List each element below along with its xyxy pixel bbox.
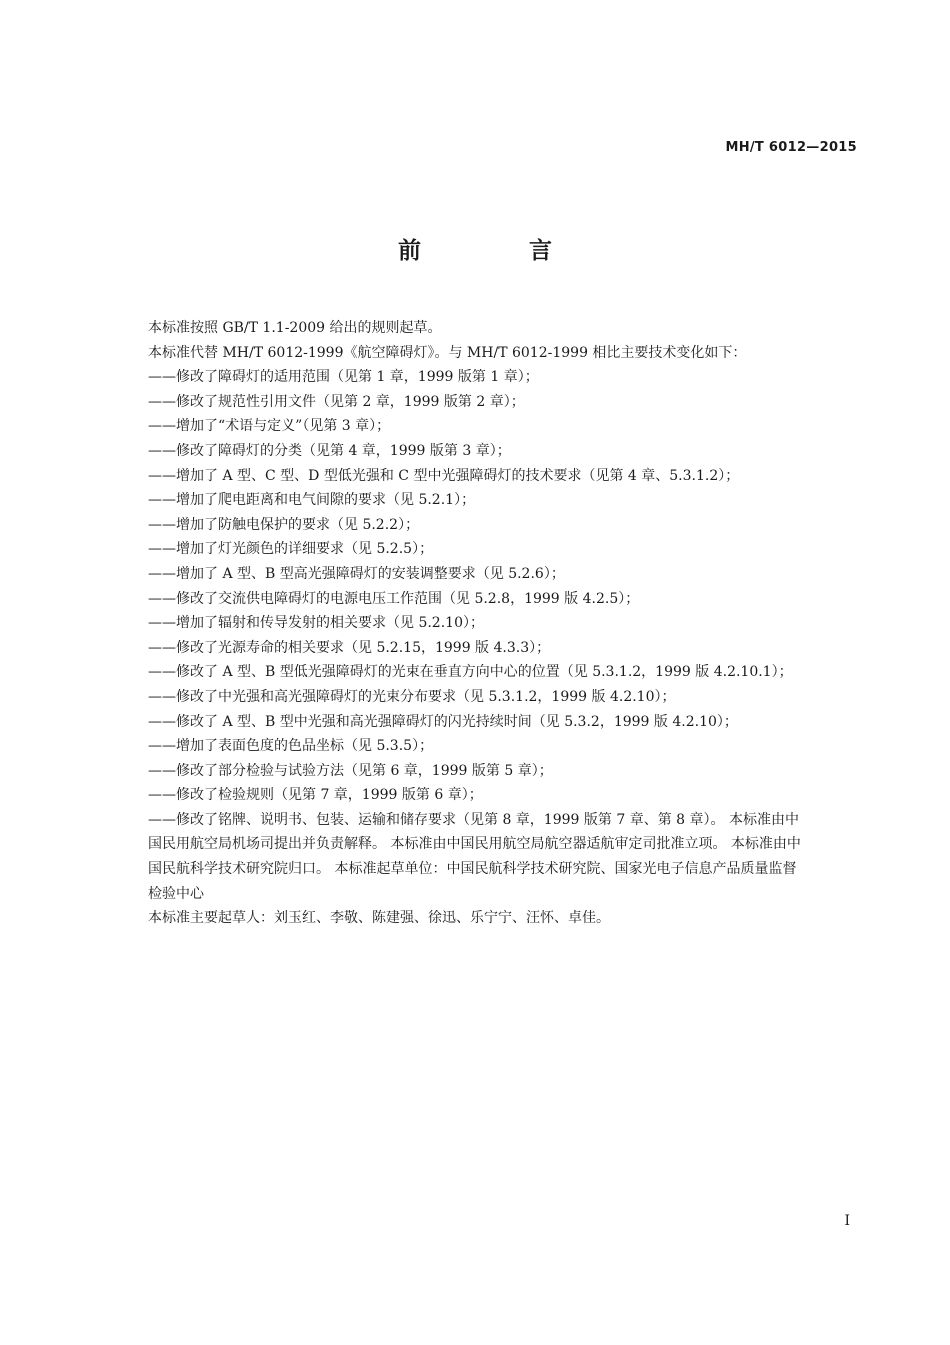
change-item: ——修改了规范性引用文件（见第 2 章，1999 版第 2 章）；	[148, 393, 525, 410]
change-item: ——增加了 A 型、B 型高光强障碍灯的安装调整要求（见 5.2.6）；	[148, 565, 565, 582]
page-title: 前 言	[397, 238, 602, 264]
change-item: ——增加了辐射和传导发射的相关要求（见 5.2.10）；	[148, 615, 484, 632]
closing-paragraph: ——修改了铭牌、说明书、包装、运输和储存要求（见第 8 章，1999 版第 7 章、第 8 章）。 本标准由中国民用航空局机场司提出并负责解释。 本标准由中国民用航空局航空器适航审定司批准立项。 本标准由中国民航科学技术研究院归口。 本标准起草单位：中国民航科学技术研究院、国家光电子信息产品质量监督检验中心	[148, 811, 801, 902]
change-item: ——增加了 A 型、C 型、D 型低光强和 C 型中光强障碍灯的技术要求（见第 4 章、5.3.1.2）；	[148, 467, 740, 484]
drafters-line: 本标准主要起草人：刘玉红、李敬、陈建强、徐迅、乐宁宁、汪怀、卓佳。	[148, 910, 610, 927]
change-item: ——增加了防触电保护的要求（见 5.2.2）；	[148, 516, 420, 533]
change-item: ——修改了中光强和高光强障碍灯的光束分布要求（见 5.3.1.2，1999 版 4.2.10）；	[148, 688, 676, 705]
change-item: ——修改了光源寿命的相关要求（见 5.2.15，1999 版 4.3.3）；	[148, 639, 551, 656]
standard-code: MH/T 6012—2015	[725, 140, 857, 155]
change-item: ——增加了爬电距离和电气间隙的要求（见 5.2.1）；	[148, 492, 476, 509]
foreword-body	[148, 316, 888, 931]
change-item: ——增加了“术语与定义”（见第 3 章）；	[148, 418, 391, 435]
change-item: ——修改了交流供电障碍灯的电源电压工作范围（见 5.2.8，1999 版 4.2.5）；	[148, 590, 640, 607]
change-item: ——增加了表面色度的色品坐标（见 5.3.5）；	[148, 738, 434, 755]
change-item: ——修改了障碍灯的适用范围（见第 1 章，1999 版第 1 章）；	[148, 369, 539, 386]
intro-line: 本标准代替 MH/T 6012-1999《航空障碍灯》。与 MH/T 6012-1999 相比主要技术变化如下：	[148, 344, 747, 361]
intro-line: 本标准按照 GB/T 1.1-2009 给出的规则起草。	[148, 320, 442, 336]
change-item: ——修改了 A 型、B 型低光强障碍灯的光束在垂直方向中心的位置（见 5.3.1.2，1999 版 4.2.10.1）；	[148, 664, 793, 681]
change-item: ——修改了检验规则（见第 7 章，1999 版第 6 章）；	[148, 787, 483, 804]
change-item: ——增加了灯光颜色的详细要求（见 5.2.5）；	[148, 541, 434, 558]
change-item: ——修改了部分检验与试验方法（见第 6 章，1999 版第 5 章）；	[148, 762, 553, 779]
change-item: ——修改了 A 型、B 型中光强和高光强障碍灯的闪光持续时间（见 5.3.2，1999 版 4.2.10）；	[148, 713, 738, 730]
change-item: ——修改了障碍灯的分类（见第 4 章，1999 版第 3 章）；	[148, 442, 511, 459]
page-number: I	[844, 1213, 850, 1229]
